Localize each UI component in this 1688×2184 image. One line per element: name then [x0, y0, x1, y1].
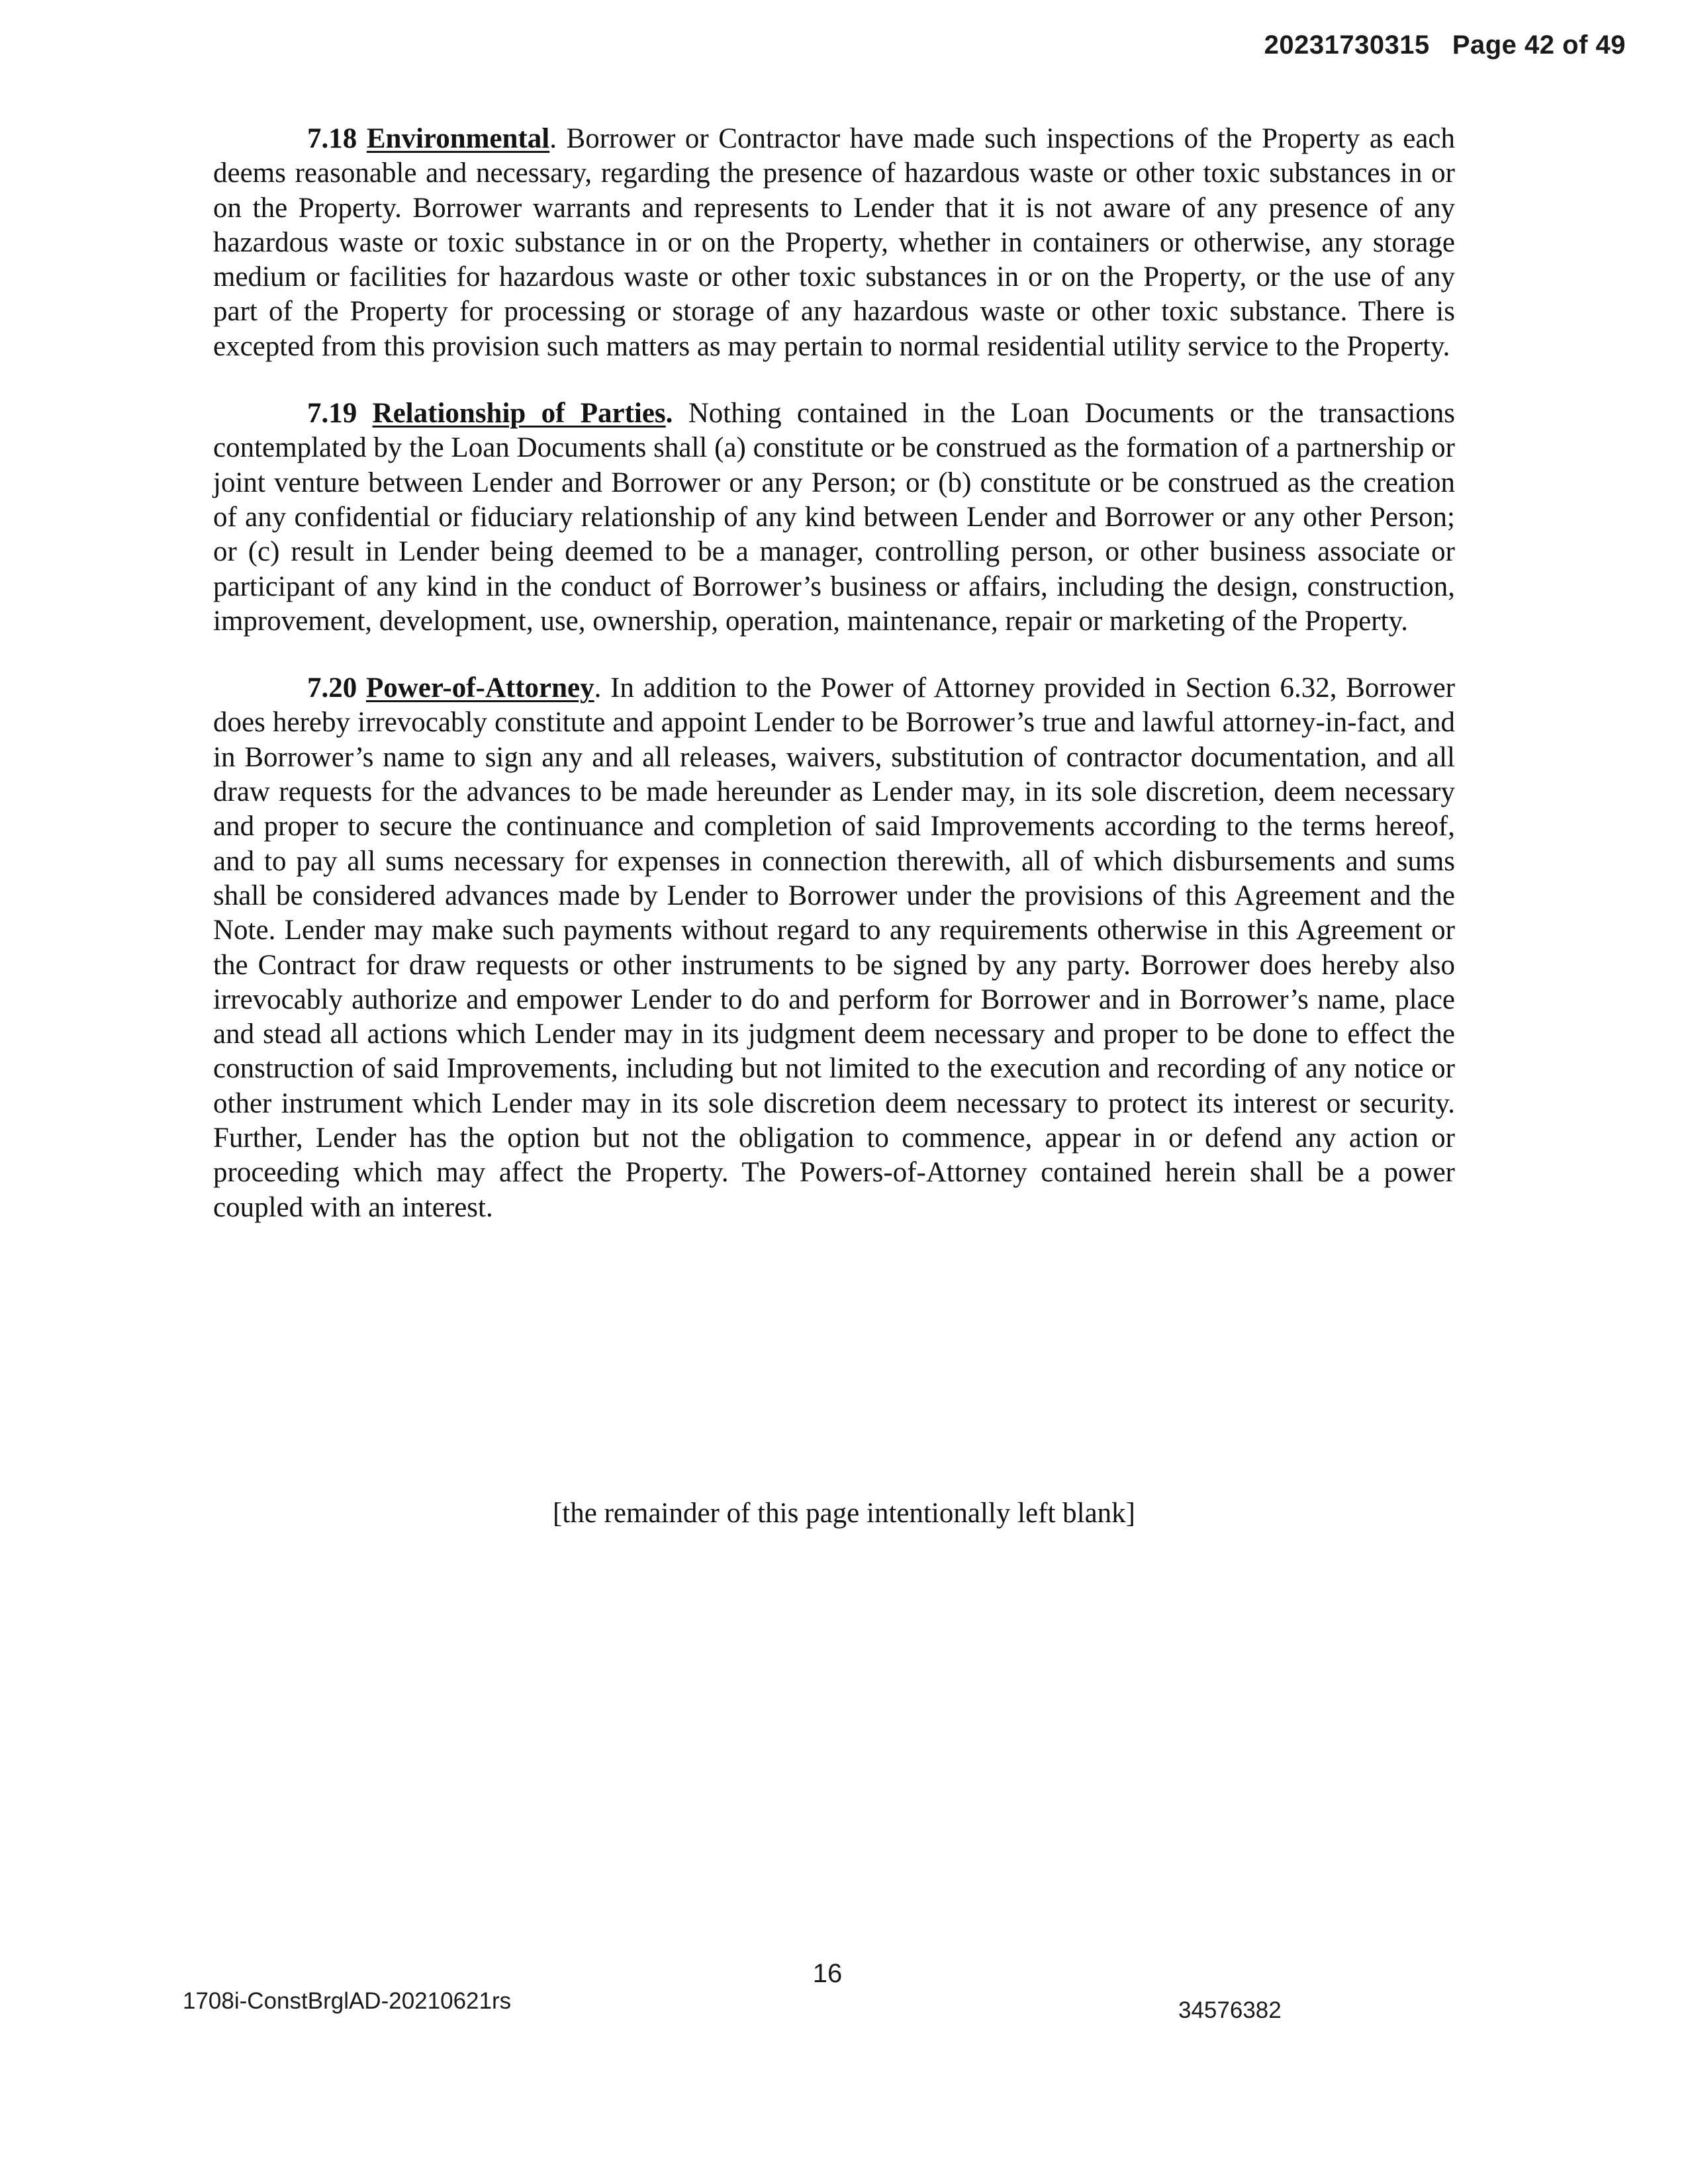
section-7-18	[213, 122, 1455, 364]
section-title-punctuation: .	[665, 398, 673, 430]
section-7-19	[213, 396, 1455, 639]
section-title-punctuation: .	[549, 123, 557, 154]
section-title: Power-of-Attorney	[365, 672, 594, 704]
section-title-punctuation: .	[594, 672, 602, 704]
footer-document-id: 34576382	[1178, 1997, 1282, 2023]
section-text: Nothing contained in the Loan Documents or the transactions contemplated by the Loan Documents shall (a) constitute or be construed as the formation of a partnership or joint venture between Lender and Borrower or any Person; or (b) constitute or be construed as the creation of any confidential or fiduciary relationship of any kind between Lender and Borrower or any other Person; or (c) result in Lender being deemed to be a manager, controlling person, or other business associate or participant of any kind in the conduct of Borrower’s business or affairs, including the design, construction, improvement, development, use, ownership, operation, maintenance, repair or marketing of the Property.	[213, 398, 1455, 637]
section-title: Environmental	[366, 123, 550, 154]
recording-header	[1264, 30, 1626, 60]
section-text: In addition to the Power of Attorney provided in Section 6.32, Borrower does hereby irrevocably constitute and appoint Lender to be Borrower’s true and lawful attorney-in-fact, and in Borrower’s name to sign any and all releases, waivers, substitution of contractor documentation, and all draw requests for the advances to be made hereunder as Lender may, in its sole discretion, deem necessary and proper to secure the continuance and completion of said Improvements according to the terms hereof, and to pay all sums necessary for expenses in connection therewith, all of which disbursements and sums shall be considered advances made by Lender to Borrower under the provisions of this Agreement and the Note. Lender may make such payments without regard to any requirements otherwise in this Agreement or the Contract for draw requests or other instruments to be signed by any party. Borrower does hereby also irrevocably authorize and empower Lender to do and perform for Borrower and in Borrower’s name, place and stead all actions which Lender may in its judgment deem necessary and proper to be done to effect the construction of said Improvements, including but not limited to the execution and recording of any notice or other instrument which Lender may in its sole discretion deem necessary to protect its interest or security. Further, Lender has the option but not the obligation to commence, appear in or defend any action or proceeding which may affect the Property. The Powers-of-Attorney contained herein shall be a power coupled with an interest.	[213, 672, 1456, 1223]
section-number: 7.20	[307, 672, 357, 704]
document-body	[213, 122, 1455, 1257]
recording-page-label: Page 42 of 49	[1452, 30, 1626, 60]
section-text: Borrower or Contractor have made such inspections of the Property as each deems reasonable and necessary, regarding the presence of hazardous waste or other toxic substances in or on the Property. Borrower warrants and represents to Lender that it is not aware of any presence of any hazardous waste or toxic substance in or on the Property, whether in containers or otherwise, any storage medium or facilities for hazardous waste or other toxic substances in or on the Property, or the use of any part of the Property for processing or storage of any hazardous waste or other toxic substance. There is excepted from this provision such matters as may pertain to normal residential utility service to the Property.	[213, 123, 1455, 362]
intentionally-blank-note: [the remainder of this page intentionally left blank]	[552, 1498, 1135, 1529]
footer-document-code: 1708i-ConstBrglAD-20210621rs	[183, 1988, 512, 2014]
section-number: 7.19	[307, 398, 357, 430]
section-title: Relationship of Parties	[372, 398, 666, 430]
page-number: 16	[812, 1959, 843, 1988]
section-7-20	[213, 671, 1455, 1225]
section-number: 7.18	[307, 123, 357, 154]
recording-number: 20231730315	[1264, 30, 1430, 60]
